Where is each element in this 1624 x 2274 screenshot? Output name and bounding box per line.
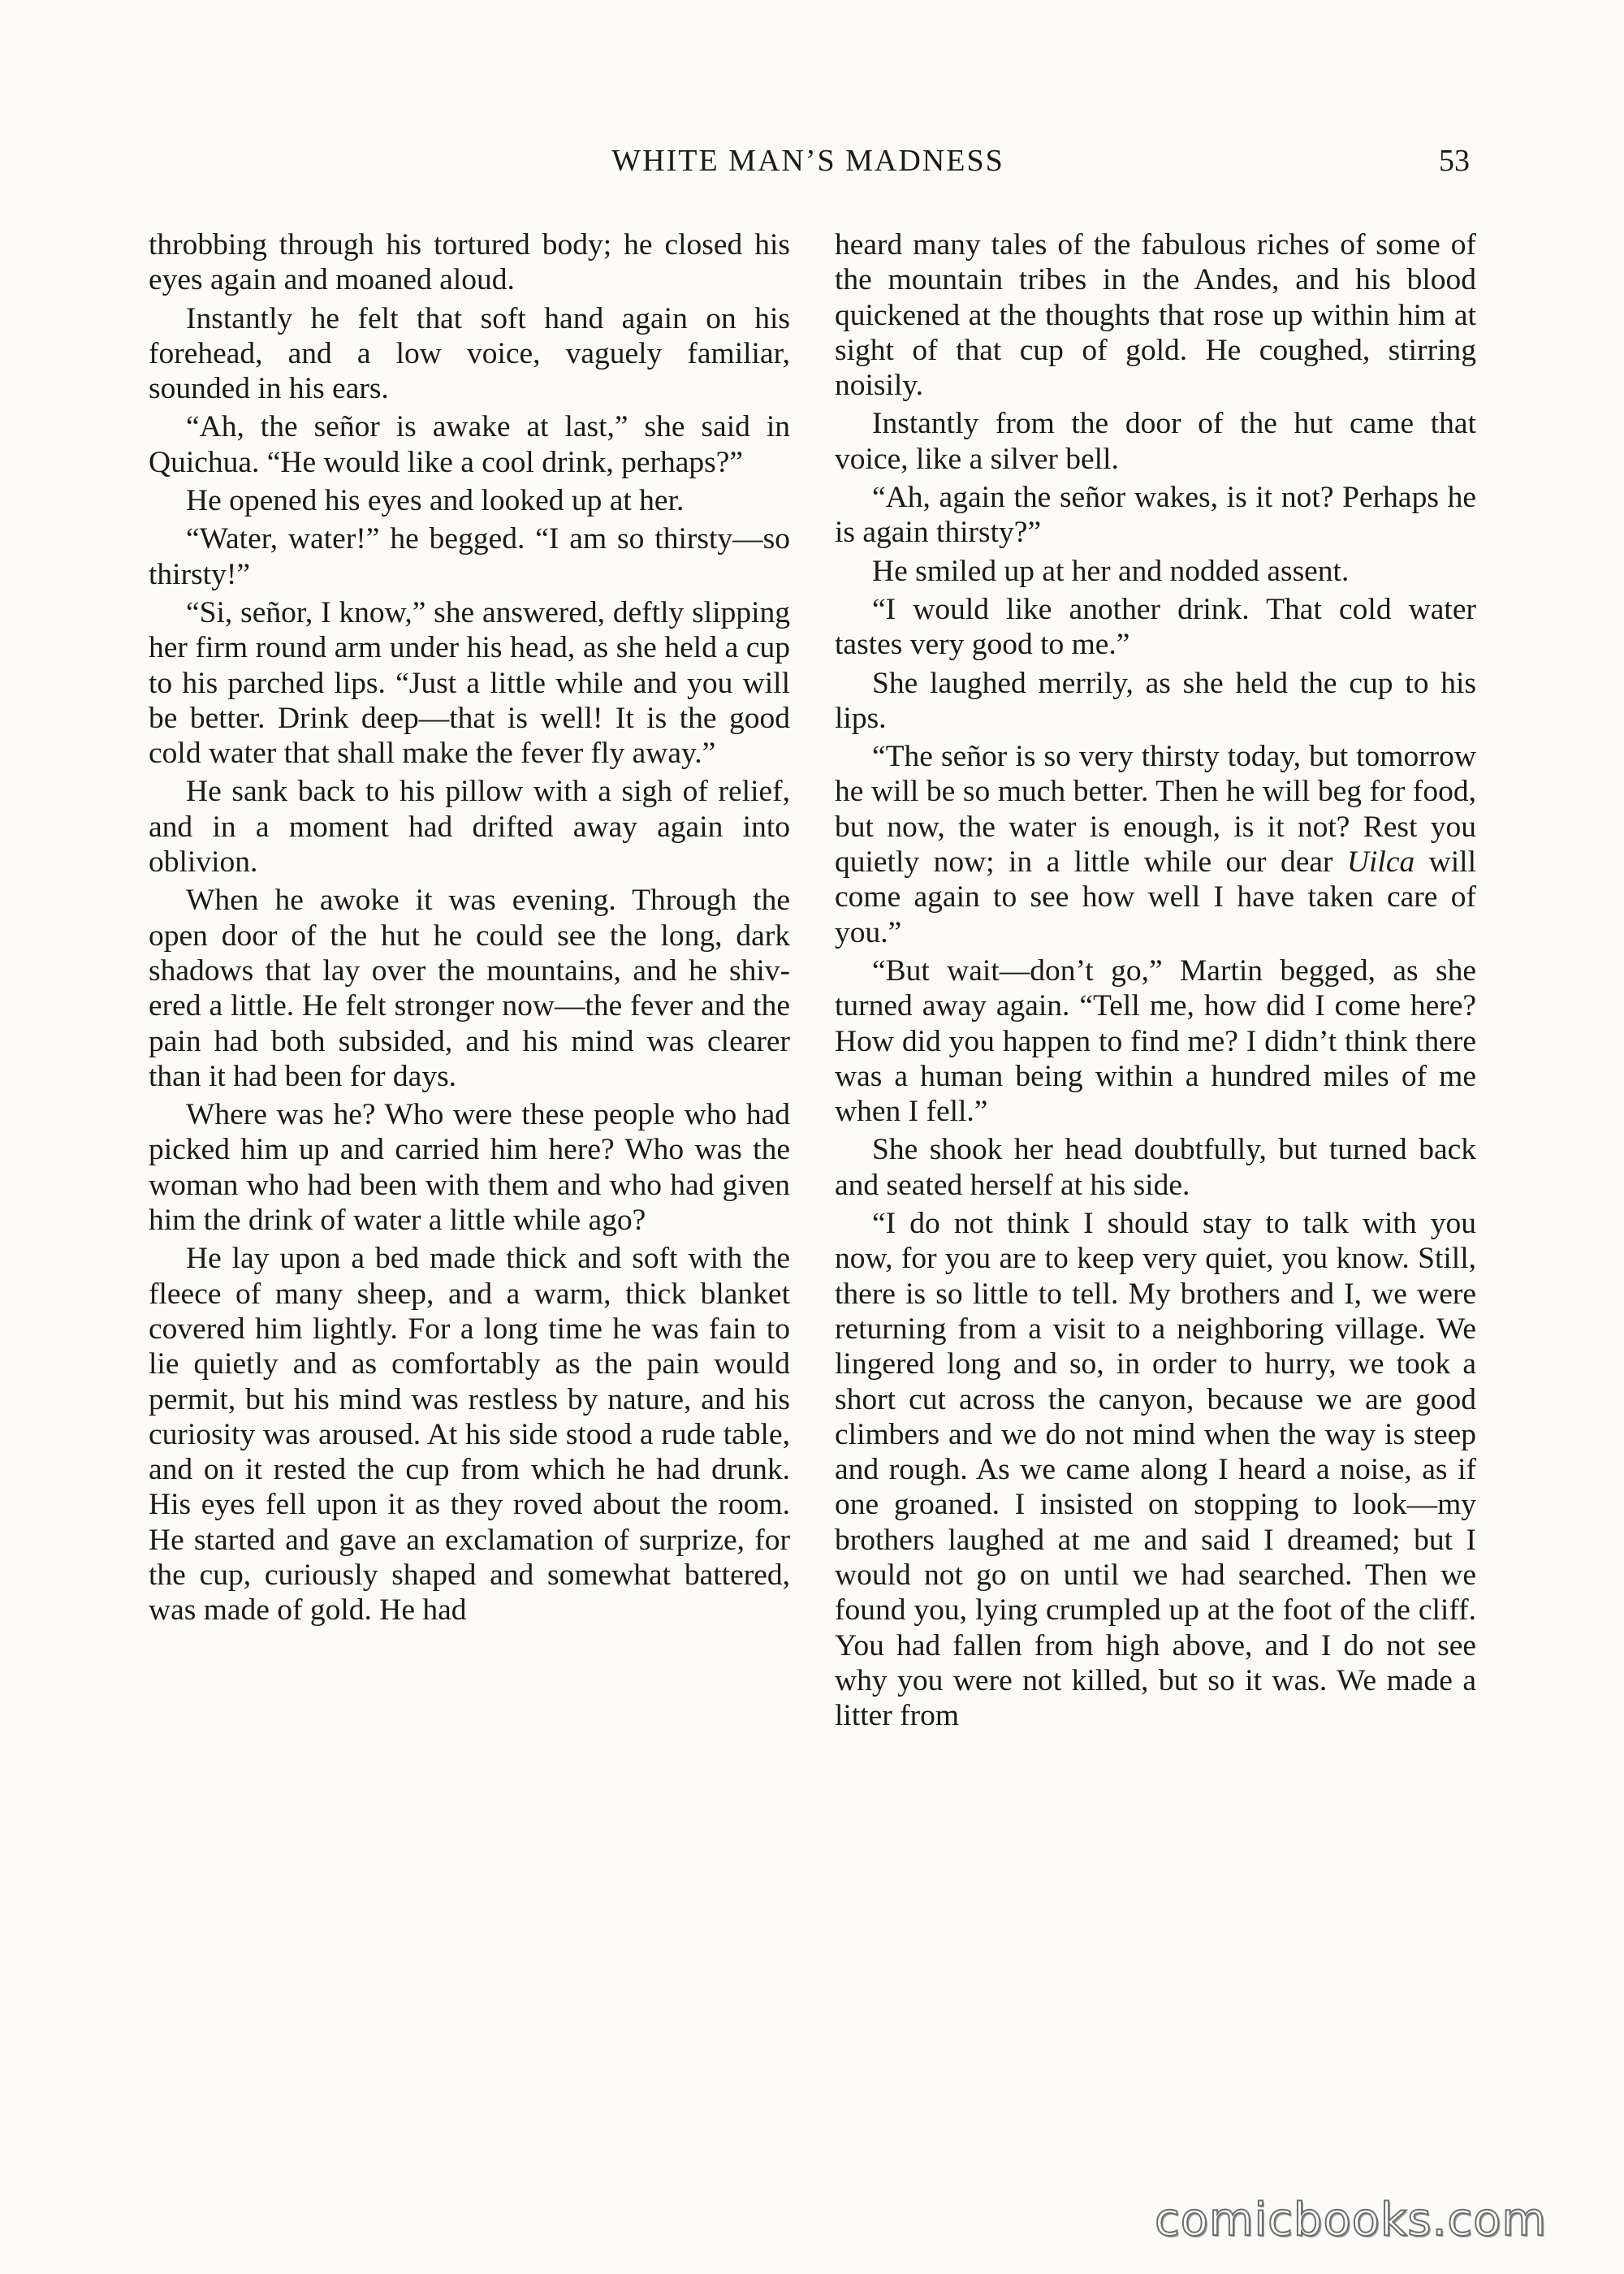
paragraph: heard many tales of the fabulous riches of some of the mountain tribes in the Andes, and his blood quickened at the thoughts that rose up within him at sight of that cup of gold. He coughed, stirring noisily. — [835, 228, 1476, 403]
paragraph: When he awoke it was evening. Through the open door of the hut he could see the long, dark shadows that lay over the mountains, and he shivered a little. He felt stronger now—the fever and the pain had both subsided, and his mind was clearer than it had been for days. — [149, 884, 790, 1093]
running-head — [146, 140, 1470, 188]
paragraph: “I do not think I should stay to talk with you now, for you are to keep very quiet, you know. Still, there is so little to tell. My brothers and I, we were returning from a visit to a neighboring village. We lingered long and so, in order to hurry, we took a short cut across the canyon, because we are good climbers and we do not mind when the way is steep and rough. As we came along I heard a noise, as if one groaned. I insisted on stopping to look—my brothers laughed at me and said I dreamed; but I would not go on until we had searched. Then we found you, lying crumpled up at the foot of the cliff. You had fallen from high above, and I do not see why you were not killed, but so it was. We made a litter from — [835, 1207, 1476, 1733]
paragraph: He lay upon a bed made thick and soft with the fleece of many sheep, and a warm, thick blanket covered him lightly. For a long time he was fain to lie quietly and as comfortably as the pain would permit, but his mind was restless by nature, and his curiosity was aroused. At his side stood a rude table, and on it rested the cup from which he had drunk. His eyes fell upon it as they roved about the room. He started and gave an exclamation of surprize, for the cup, curiously shaped and somewhat battered, was made of gold. He had — [149, 1242, 790, 1628]
watermark: comicbooks.com — [1154, 2194, 1547, 2246]
character-name: Uilca — [1346, 845, 1415, 880]
text-run: will come again to see how well I have taken care of you.” — [835, 845, 1476, 949]
text-run: “The señor is so very thirsty today, but tomorrow he will be so much better. Then he will beg for food, but now, the water is enough, is it not? Rest you quietly now; in a little while our dear — [835, 740, 1476, 880]
paragraph: “I would like another drink. That cold water tastes very good to me.” — [835, 592, 1476, 662]
paragraph: She shook her head doubtfully, but turned back and seated herself at his side. — [835, 1133, 1476, 1202]
left-column — [149, 227, 790, 2112]
paragraph: Instantly from the door of the hut came that voice, like a silver bell. — [835, 407, 1476, 476]
paragraph: “Si, señor, I know,” she answered, deftly slipping her firm round arm under his head, as she held a cup to his parched lips. “Just a little while and you will be better. Drink deep—that is well! It is the good cold water that shall make the fever fly away.” — [149, 595, 790, 771]
paragraph: throbbing through his tortured body; he closed his eyes again and moaned aloud. — [149, 228, 790, 297]
paragraph: He opened his eyes and looked up at her. — [186, 484, 685, 518]
paragraph: He smiled up at her and nodded assent. — [872, 554, 1350, 588]
paragraph: Instantly he felt that soft hand again on his forehead, and a low voice, vaguely familiar, sounded in his ears. — [149, 301, 790, 406]
paragraph: “Water, water!” he begged. “I am so thirsty—so thirsty!” — [149, 522, 790, 591]
paragraph: She laughed merrily, as she held the cup to his lips. — [835, 666, 1476, 735]
paragraph: “Ah, the señor is awake at last,” she said in Quichua. “He would like a cool drink, perhaps?” — [149, 410, 790, 479]
paragraph: He sank back to his pillow with a sigh of relief, and in a moment had drifted away again into oblivion. — [149, 775, 790, 880]
chapter-title: WHITE MAN’S MADNESS — [611, 144, 1004, 178]
page-number: 53 — [1439, 144, 1470, 178]
paragraph — [835, 739, 1476, 950]
right-column — [835, 227, 1476, 2112]
paragraph: “Ah, again the señor wakes, is it not? Perhaps he is again thirsty?” — [835, 481, 1476, 550]
paragraph: “But wait—don’t go,” Martin begged, as she turned away again. “Tell me, how did I come here? How did you happen to find me? I didn’t think there was a human being within a hundred miles of me when I fell.” — [835, 953, 1476, 1129]
paragraph: Where was he? Who were these people who had picked him up and carried him here? Who was the woman who had been with them and who had given him the drink of water a little while ago? — [149, 1098, 790, 1238]
